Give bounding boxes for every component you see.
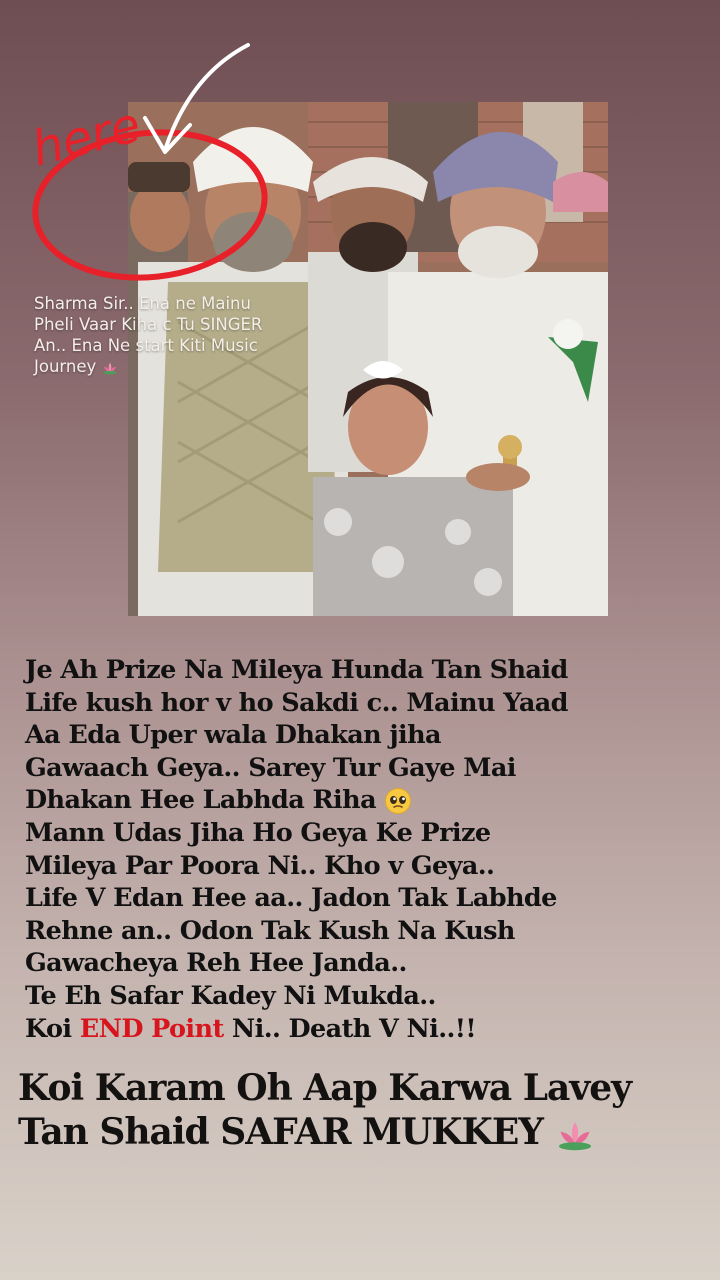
story-line: Dhakan Hee Labhda Riha <box>25 784 705 817</box>
story-line: Te Eh Safar Kadey Ni Mukda.. <box>25 980 436 1011</box>
finale-line: Tan Shaid SAFAR MUKKEY <box>18 1110 718 1154</box>
photo-caption <box>34 293 294 377</box>
story-line: Gawacheya Reh Hee Janda.. <box>25 948 407 979</box>
caption-line: Pheli Vaar Kiha c Tu SINGER <box>34 315 263 334</box>
lotus-icon <box>102 361 118 375</box>
story-line: Je Ah Prize Na Mileya Hunda Tan Shaid <box>25 655 568 685</box>
story-line: Life kush hor v ho Sakdi c.. Mainu Yaad <box>25 687 568 718</box>
caption-line: Journey <box>34 356 294 377</box>
finale-line: Koi Karam Oh Aap Karwa Lavey <box>18 1067 632 1109</box>
story-line: Aa Eda Uper wala Dhakan jiha <box>25 720 441 751</box>
caption-line: An.. Ena Ne start Kiti Music <box>34 336 258 355</box>
lotus-icon <box>555 1119 595 1151</box>
pleading-face-icon <box>384 787 412 815</box>
story-line: Gawaach Geya.. Sarey Tur Gaye Mai <box>25 752 516 783</box>
end-point-highlight: END Point <box>79 1013 224 1044</box>
story-line: Mann Udas Jiha Ho Geya Ke Prize <box>25 817 491 848</box>
story-line: Rehne an.. Odon Tak Kush Na Kush <box>25 915 515 946</box>
story-text <box>25 654 705 1045</box>
caption-line: Sharma Sir.. Ena ne Mainu <box>34 294 251 313</box>
story-line: Life V Edan Hee aa.. Jadon Tak Labhde <box>25 883 557 914</box>
finale-text <box>18 1066 718 1154</box>
here-label: here <box>26 96 146 178</box>
story-line: Koi END Point Ni.. Death V Ni..!! <box>25 1013 476 1044</box>
story-line: Mileya Par Poora Ni.. Kho v Geya.. <box>25 850 495 881</box>
